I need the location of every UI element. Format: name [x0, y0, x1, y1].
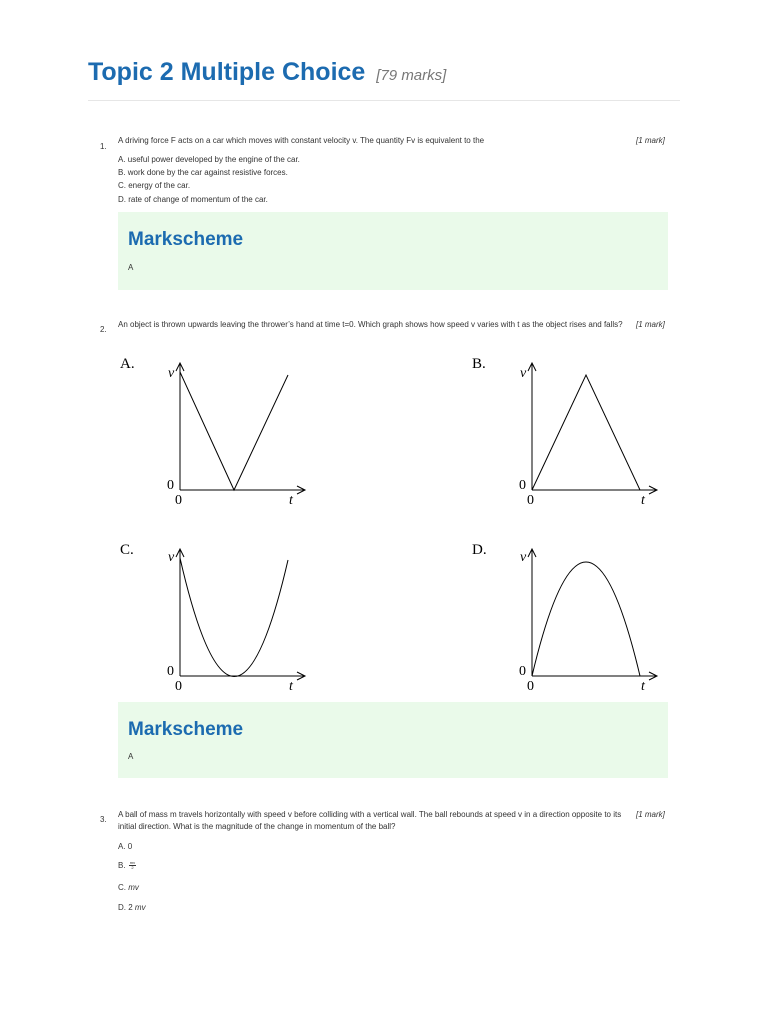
question-1-option-c: C. energy of the car.: [118, 181, 191, 190]
question-3-option-d-prefix: D. 2: [118, 903, 133, 912]
graph-a-y-origin: 0: [167, 478, 174, 493]
question-3-option-c-prefix: C.: [118, 883, 126, 892]
graph-b-y-origin: 0: [519, 478, 526, 493]
page-title-text: Topic 2 Multiple Choice: [88, 58, 366, 86]
graph-c-x-origin: 0: [175, 679, 182, 694]
graph-a-y-label: v: [168, 366, 175, 381]
graph-c-letter: C.: [120, 542, 134, 558]
graph-b-curve: [532, 375, 640, 490]
graph-c-curve: [180, 558, 288, 677]
graph-d-y-label: v: [520, 550, 527, 565]
page-title: [88, 58, 446, 87]
graph-c-y-origin: 0: [167, 664, 174, 679]
question-3-number: 3.: [100, 815, 107, 824]
graph-b-x-origin: 0: [527, 493, 534, 508]
question-3-mark: [1 mark]: [636, 810, 665, 819]
graph-d-x-label: t: [641, 679, 645, 694]
question-3-option-a: A. 0: [118, 842, 133, 851]
question-3-option-c-var: mv: [128, 883, 139, 892]
question-2-number: 2.: [100, 325, 107, 334]
graph-d-curve: [532, 562, 640, 676]
graph-d-letter: D.: [472, 542, 487, 558]
question-1-option-a: A. useful power developed by the engine of the car.: [118, 155, 300, 164]
graph-b-y-label: v: [520, 366, 527, 381]
graph-a: [118, 350, 318, 510]
graph-d-x-origin: 0: [527, 679, 534, 694]
markscheme-2-answer: A: [128, 752, 134, 761]
question-2-mark: [1 mark]: [636, 320, 665, 329]
graph-a-curve: [180, 372, 288, 490]
markscheme-1: [118, 212, 668, 290]
question-3-option-d: [118, 903, 146, 912]
question-1-text: A driving force F acts on a car which moves with constant velocity v. The quantity Fv is equivalent to the: [118, 136, 485, 145]
graph-a-letter: A.: [120, 356, 135, 372]
graph-d-y-origin: 0: [519, 664, 526, 679]
question-1-option-b: B. work done by the car against resistive forces.: [118, 168, 288, 177]
divider: [88, 100, 680, 101]
markscheme-1-answer: A: [128, 263, 134, 272]
question-1-mark: [1 mark]: [636, 136, 665, 145]
question-3-text: A ball of mass m travels horizontally with speed v before colliding with a vertical wall. The ball rebounds at speed v in a direction opposite to its initial direction. What is the magnitude of the change in momentum of the ball?: [118, 810, 622, 831]
markscheme-1-title: Markscheme: [128, 229, 244, 250]
graph-b: [470, 350, 670, 510]
total-marks: [79 marks]: [376, 67, 447, 84]
markscheme-2: [118, 702, 668, 778]
question-1-number: 1.: [100, 142, 107, 151]
fraction: [129, 861, 136, 870]
question-3-option-d-var: mv: [134, 903, 146, 912]
graph-c-x-label: t: [289, 679, 293, 694]
question-3-option-b: [118, 861, 136, 870]
fraction-denominator: 2: [131, 865, 134, 871]
question-3-option-c: [118, 883, 139, 892]
question-1-option-d: D. rate of change of momentum of the car.: [118, 195, 268, 204]
graph-a-x-origin: 0: [175, 493, 182, 508]
question-3-option-b-prefix: B.: [118, 861, 126, 870]
graph-b-x-label: t: [641, 493, 645, 508]
graph-a-x-label: t: [289, 493, 293, 508]
graph-d: [470, 536, 670, 696]
markscheme-2-title: Markscheme: [128, 719, 244, 740]
graph-b-letter: B.: [472, 356, 486, 372]
graph-c-y-label: v: [168, 550, 175, 565]
graph-c: [118, 536, 318, 696]
question-2-text: An object is thrown upwards leaving the thrower’s hand at time t=0. Which graph shows how speed v varies with t as the object rises and falls?: [118, 320, 623, 329]
fraction-numerator: mv: [129, 860, 136, 866]
